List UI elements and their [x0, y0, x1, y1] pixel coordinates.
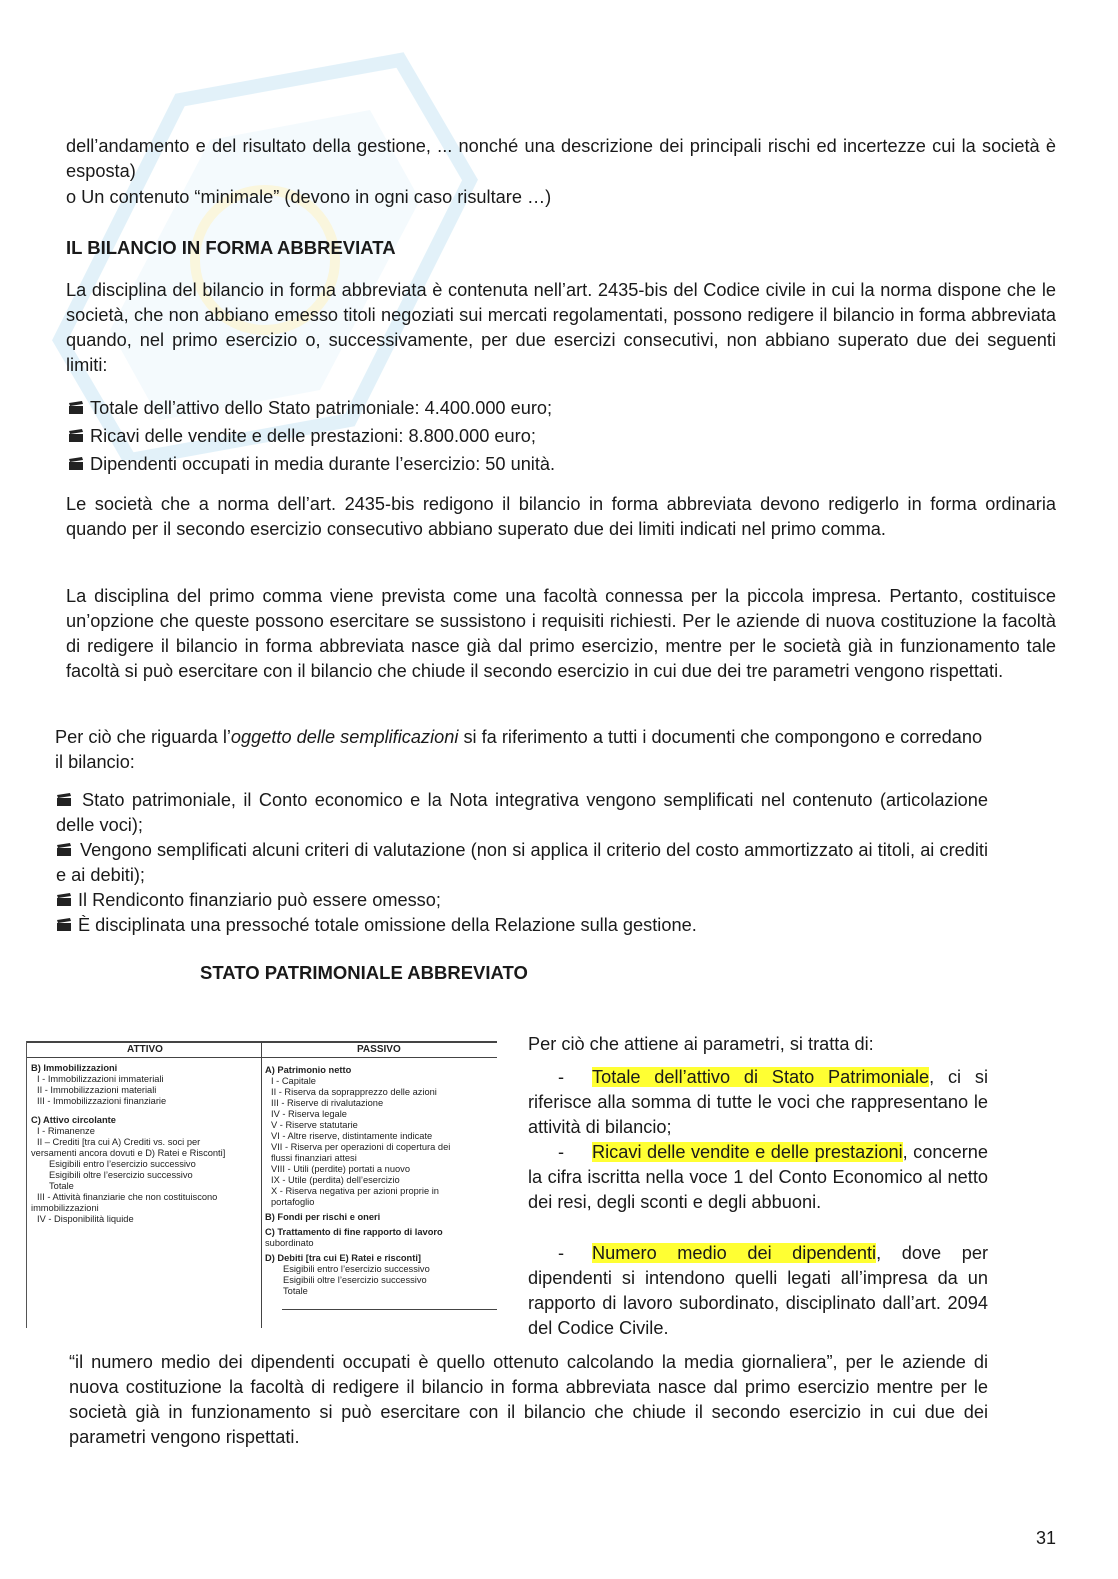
- limit-text: Totale dell’attivo dello Stato patrimoniale: 4.400.000 euro;: [90, 398, 553, 418]
- paragraph-forma-ordinaria: Le società che a norma dell’art. 2435-bis redigono il bilancio in forma abbreviata devono redigerlo in forma ordinaria quando per il secondo esercizio consecutivo abbiano superato due dei limiti indicati nel primo comma.: [66, 494, 1056, 539]
- param-totale-attivo: - Totale dell’attivo di Stato Patrimoniale, ci si riferisce alla somma di tutte le voci che rappresentano le attività di bilancio;: [528, 1067, 988, 1137]
- simplifications-list: [56, 788, 988, 938]
- table-row: II - Riserva da soprapprezzo delle azioni: [271, 1087, 437, 1097]
- list-item: [56, 788, 988, 838]
- balance-sheet-table: [26, 1041, 499, 1328]
- table-row: IV - Disponibilità liquide: [37, 1214, 134, 1224]
- intro-minimal-text: o Un contenuto “minimale” (devono in ogni caso risultare …): [66, 187, 552, 207]
- emphasis-oggetto: oggetto delle semplificazioni: [230, 727, 459, 747]
- highlight: Ricavi delle vendite e delle prestazioni: [592, 1142, 903, 1162]
- param-numero-dipendenti: - Numero medio dei dipendenti, dove per dipendenti si intendono quelli legati all’impresa da un rapporto di lavoro subordinato, disciplinato dall’art. 2094 del Codice Civile.: [528, 1243, 989, 1338]
- table-row: portafoglio: [271, 1197, 315, 1207]
- table-row: III - Riserve di rivalutazione: [271, 1098, 384, 1108]
- list-item: [68, 394, 555, 422]
- table-row: subordinato: [265, 1238, 314, 1248]
- simplification-text: Stato patrimoniale, il Conto economico e la Nota integrativa vengono semplificati nel contenuto (articolazione delle voci);: [56, 790, 988, 835]
- list-item: [56, 838, 988, 888]
- table-row: IX - Utile (perdita) dell’esercizio: [271, 1175, 400, 1185]
- table-row: VIII - Utili (perdite) portati a nuovo: [271, 1164, 410, 1174]
- table-row: Esigibili oltre l’esercizio successivo: [49, 1170, 193, 1180]
- params-intro: Per ciò che attiene ai parametri, si tratta di:: [528, 1034, 874, 1054]
- clapperboard-bullet-icon: [56, 793, 72, 807]
- clapperboard-bullet-icon: [56, 843, 72, 857]
- table-row: C) Trattamento di fine rapporto di lavoro: [265, 1227, 443, 1237]
- table-header: [27, 1041, 497, 1058]
- table-row: VI - Altre riserve, distintamente indicate: [271, 1131, 433, 1141]
- dash-marker: -: [558, 1142, 565, 1162]
- list-item: [56, 888, 988, 913]
- list-item: [56, 913, 988, 938]
- highlight: Numero medio dei dipendenti: [592, 1243, 877, 1263]
- table-row: A) Patrimonio netto: [265, 1065, 352, 1075]
- table-row: X - Riserva negativa per azioni proprie in: [271, 1186, 439, 1196]
- dash-marker: -: [558, 1067, 565, 1087]
- table-row: IV - Riserva legale: [271, 1109, 347, 1119]
- table-row: V - Riserve statutarie: [271, 1120, 358, 1130]
- table-row: III - Immobilizzazioni finanziarie: [37, 1096, 167, 1106]
- list-item: [68, 450, 555, 478]
- param-ricavi: - Ricavi delle vendite e delle prestazioni, concerne la cifra iscritta nella voce 1 del Conto Economico al netto dei resi, degli sconti e degli abbuoni.: [528, 1142, 988, 1212]
- limit-text: Dipendenti occupati in media durante l’esercizio: 50 unità.: [90, 454, 556, 474]
- paragraph-oggetto-semplificazioni: Per ciò che riguarda l’oggetto delle semplificazioni si fa riferimento a tutti i documenti che compongono e corredano il bilancio:: [55, 727, 983, 772]
- section-title-stato-patrimoniale: STATO PATRIMONIALE ABBREVIATO: [200, 962, 528, 983]
- simplification-text: Il Rendiconto finanziario può essere omesso;: [78, 890, 441, 910]
- highlight: Totale dell’attivo di Stato Patrimoniale: [592, 1067, 930, 1087]
- limits-list: [68, 394, 555, 478]
- list-item: [68, 422, 555, 450]
- table-row: II – Crediti [tra cui A) Crediti vs. soci per: [37, 1137, 201, 1147]
- simplification-text: È disciplinata una pressoché totale omissione della Relazione sulla gestione.: [78, 915, 697, 935]
- paragraph-disciplina: La disciplina del bilancio in forma abbreviata è contenuta nell’art. 2435-bis del Codice civile in cui la norma dispone che le società, che non abbiano emesso titoli negoziati sui mercati regolamentati, possono redigere il bilancio in forma abbreviata quando, nel primo esercizio o, successivamente, per due esercizi consecutivi, non abbiano superato due dei seguenti limiti:: [66, 280, 1056, 375]
- clapperboard-bullet-icon: [68, 457, 84, 471]
- clapperboard-bullet-icon: [68, 429, 84, 443]
- table-row: D) Debiti [tra cui E) Ratei e risconti]: [265, 1253, 422, 1263]
- dash-marker: -: [558, 1243, 565, 1263]
- table-row: I - Immobilizzazioni immateriali: [37, 1074, 164, 1084]
- table-row: Totale: [283, 1286, 308, 1296]
- table-row: C) Attivo circolante: [31, 1115, 116, 1125]
- table-row: I - Rimanenze: [37, 1126, 95, 1136]
- table-row: III - Attività finanziarie che non costituiscono: [37, 1192, 218, 1202]
- table-row: flussi finanziari attesi: [271, 1153, 357, 1163]
- table-row: Esigibili oltre l’esercizio successivo: [283, 1275, 427, 1285]
- paragraph-facolta: La disciplina del primo comma viene prevista come una facoltà connessa per la piccola impresa. Pertanto, costituisce un’opzione che queste possono esercitare se sussistono i requisiti richiesti. Per le aziende di nuova costituzione la facoltà di redigere il bilancio in forma abbreviata nasce già dal primo esercizio, mentre per le società già in funzionamento tale facoltà si può esercitare con il bilancio che chiude il secondo esercizio in cui due dei tre parametri vengono rispettati.: [66, 586, 1056, 681]
- clapperboard-bullet-icon: [56, 893, 72, 907]
- clapperboard-bullet-icon: [56, 918, 72, 932]
- table-row: Esigibili entro l’esercizio successivo: [49, 1159, 196, 1169]
- table-row: B) Fondi per rischi e oneri: [265, 1212, 381, 1222]
- table-row: versamenti ancora dovuti e D) Ratei e Risconti]: [31, 1148, 226, 1158]
- table-total-line: [282, 1309, 497, 1310]
- limit-text: Ricavi delle vendite e delle prestazioni: 8.800.000 euro;: [90, 426, 536, 446]
- table-row: VII - Riserva per operazioni di copertura dei: [271, 1142, 451, 1152]
- table-header-passivo: PASSIVO: [357, 1044, 401, 1055]
- table-column-passivo: [265, 1065, 450, 1297]
- table-row: Totale: [49, 1181, 74, 1191]
- section-title-bilancio-abbreviato: IL BILANCIO IN FORMA ABBREVIATA: [66, 237, 396, 258]
- table-row: I - Capitale: [271, 1076, 316, 1086]
- intro-text: dell’andamento e del risultato della gestione, ... nonché una descrizione dei principali rischi ed incertezze cui la società è esposta): [66, 136, 1056, 181]
- page-number: 31: [1035, 1528, 1056, 1548]
- simplification-text: Vengono semplificati alcuni criteri di valutazione (non si applica il criterio del costo ammortizzato ai titoli, ai crediti e ai debiti);: [56, 840, 988, 885]
- table-row: II - Immobilizzazioni materiali: [37, 1085, 157, 1095]
- clapperboard-bullet-icon: [68, 401, 84, 415]
- table-column-attivo: [31, 1063, 225, 1225]
- paragraph-numero-medio: “il numero medio dei dipendenti occupati è quello ottenuto calcolando la media giornaliera”, per le aziende di nuova costituzione la facoltà di redigere il bilancio in forma abbreviata nasce dal primo esercizio mentre per le società già in funzionamento si può esercitare con il bilancio che chiude il secondo esercizio in cui due dei parametri vengono rispettati.: [69, 1352, 988, 1447]
- table-row: B) Immobilizzazioni: [31, 1063, 118, 1073]
- table-row: Esigibili entro l’esercizio successivo: [283, 1264, 430, 1274]
- table-row: immobilizzazioni: [31, 1203, 99, 1213]
- table-header-attivo: ATTIVO: [127, 1044, 163, 1055]
- table-divider: [261, 1041, 262, 1328]
